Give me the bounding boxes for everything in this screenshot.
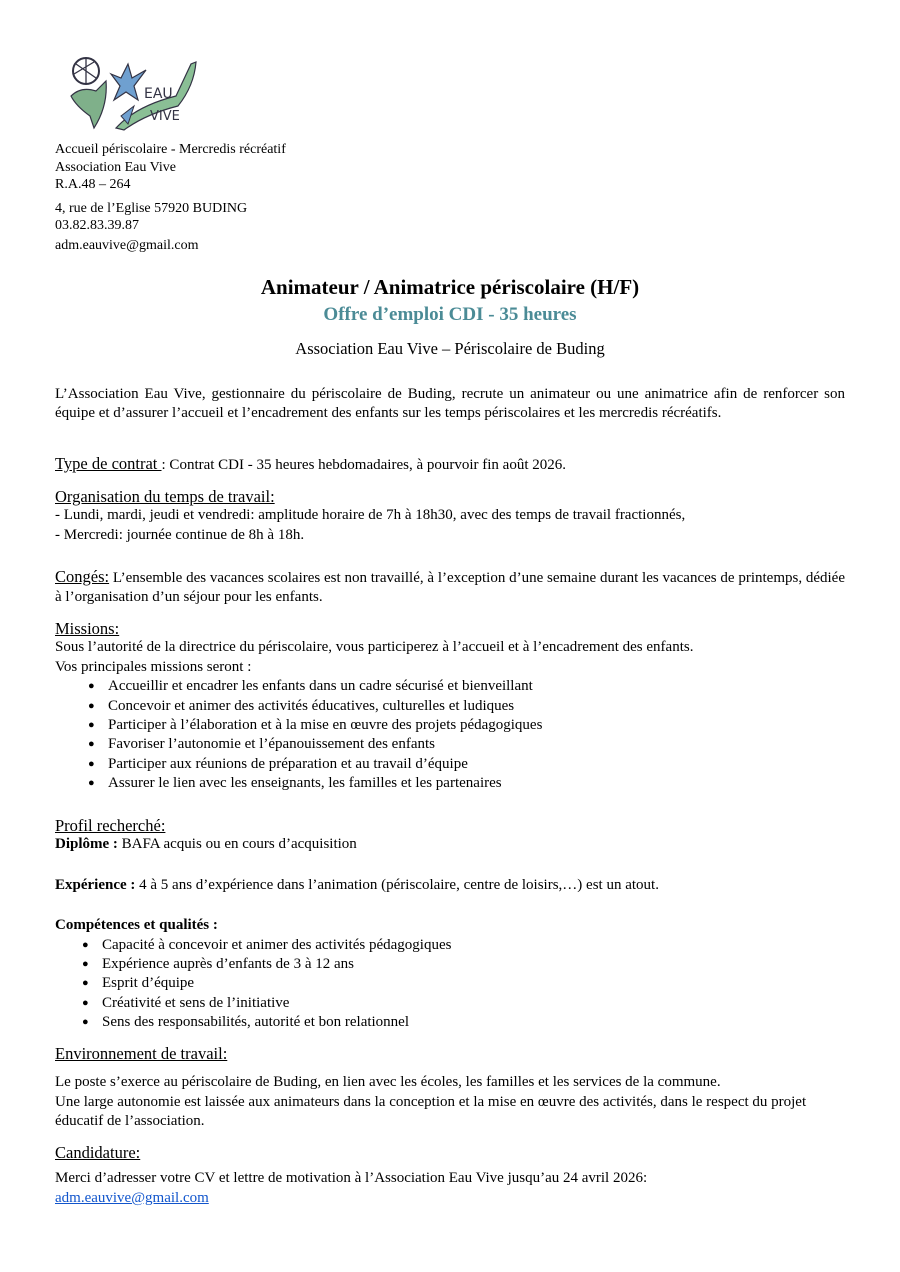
environnement-heading: Environnement de travail:	[55, 1044, 228, 1063]
header-phone: 03.82.83.39.87	[55, 218, 139, 233]
candidature-section	[55, 1143, 845, 1208]
conges-section	[55, 567, 845, 608]
conges-heading: Congés:	[55, 567, 110, 586]
organisation-line: - Lundi, mardi, jeudi et vendredi: amplitude horaire de 7h à 18h30, avec des temps de travail fractionnés,	[55, 507, 686, 524]
org-header	[55, 141, 845, 254]
list-item: ● Sens des responsabilités, autorité et bon relationnel	[82, 1013, 845, 1032]
org-line: Association Eau Vive – Périscolaire de Buding	[295, 339, 605, 358]
missions-heading: Missions:	[55, 619, 120, 638]
list-item: ● Concevoir et animer des activités éducatives, culturelles et ludiques	[88, 697, 845, 716]
header-line: Accueil périscolaire - Mercredis récréatif	[55, 142, 286, 157]
competences-list	[55, 936, 845, 1033]
header-line: R.A.48 – 264	[55, 177, 131, 192]
profil-section	[55, 816, 845, 1033]
svg-text:VIVE: VIVE	[150, 109, 180, 124]
list-item: ● Assurer le lien avec les enseignants, les familles et les partenaires	[88, 774, 845, 793]
contract-text: : Contrat CDI - 35 heures hebdomadaires, à pourvoir fin août 2026.	[161, 457, 567, 473]
eau-vive-logo-icon	[66, 56, 201, 134]
candidature-heading: Candidature:	[55, 1143, 141, 1162]
missions-section	[55, 619, 845, 794]
diplome-label: Diplôme :	[55, 836, 118, 853]
header-line: Association Eau Vive	[55, 159, 176, 175]
missions-line: Vos principales missions seront :	[55, 658, 252, 675]
list-item: ● Accueillir et encadrer les enfants dans un cadre sécurisé et bienveillant	[88, 677, 845, 696]
logo	[66, 56, 201, 134]
missions-line: Sous l’autorité de la directrice du périscolaire, vous participerez à l’accueil et à l’encadrement des enfants.	[55, 639, 694, 656]
list-item: ● Participer aux réunions de préparation et au travail d’équipe	[88, 755, 845, 774]
candidature-text: Merci d’adresser votre CV et lettre de motivation à l’Association Eau Vive jusqu’au 24 avril 2026:	[55, 1170, 648, 1187]
environnement-line: Le poste s’exerce au périscolaire de Buding, en lien avec les écoles, les familles et les services de la commune.	[55, 1074, 721, 1091]
contract-section	[55, 454, 845, 475]
organisation-section	[55, 487, 845, 545]
environnement-section	[55, 1044, 845, 1132]
experience-line	[55, 876, 845, 895]
list-item: ● Participer à l’élaboration et à la mise en œuvre des projets pédagogiques	[88, 716, 845, 735]
diplome-line	[55, 835, 845, 854]
page-subtitle: Offre d’emploi CDI - 35 heures	[323, 304, 577, 325]
header-address: 4, rue de l’Eglise 57920 BUDING	[55, 200, 248, 216]
list-item: ● Créativité et sens de l’initiative	[82, 994, 845, 1013]
organisation-line: - Mercredi: journée continue de 8h à 18h.	[55, 526, 305, 543]
list-item: ● Favoriser l’autonomie et l’épanouissement des enfants	[88, 735, 845, 754]
header-email: adm.eauvive@gmail.com	[55, 237, 199, 253]
svg-text:EAU: EAU	[144, 86, 173, 102]
candidature-email-link[interactable]: adm.eauvive@gmail.com	[55, 1189, 209, 1206]
list-item: ● Expérience auprès d’enfants de 3 à 12 ans	[82, 955, 845, 974]
competences-label: Compétences et qualités :	[55, 917, 218, 934]
environnement-line: Une large autonomie est laissée aux animateurs dans la conception et la mise en œuvre des activités, dans le respect du projet éducatif de l’association.	[55, 1093, 807, 1130]
organisation-heading: Organisation du temps de travail:	[55, 487, 275, 506]
profil-heading: Profil recherché:	[55, 816, 166, 835]
conges-text: L’ensemble des vacances scolaires est non travaillé, à l’exception d’une semaine durant les vacances de printemps, dédiée à l’organisation d’un séjour pour les enfants.	[55, 570, 845, 606]
experience-label: Expérience :	[55, 876, 136, 893]
experience-text: 4 à 5 ans d’expérience dans l’animation (périscolaire, centre de loisirs,…) est un atout.	[135, 876, 659, 893]
page-title: Animateur / Animatrice périscolaire (H/F)	[260, 275, 640, 299]
contract-heading: Type de contrat	[55, 454, 162, 473]
intro-paragraph: L’Association Eau Vive, gestionnaire du périscolaire de Buding, recrute un animateur ou une animatrice afin de renforcer son équipe et d’assurer l’accueil et l’encadrement des enfants sur les temps périscolaires et les mercredis récréatifs.	[55, 386, 845, 422]
list-item: ● Capacité à concevoir et animer des activités pédagogiques	[82, 936, 845, 955]
diplome-text: BAFA acquis ou en cours d’acquisition	[117, 836, 357, 853]
missions-list	[55, 677, 845, 793]
list-item: ● Esprit d’équipe	[82, 974, 845, 993]
